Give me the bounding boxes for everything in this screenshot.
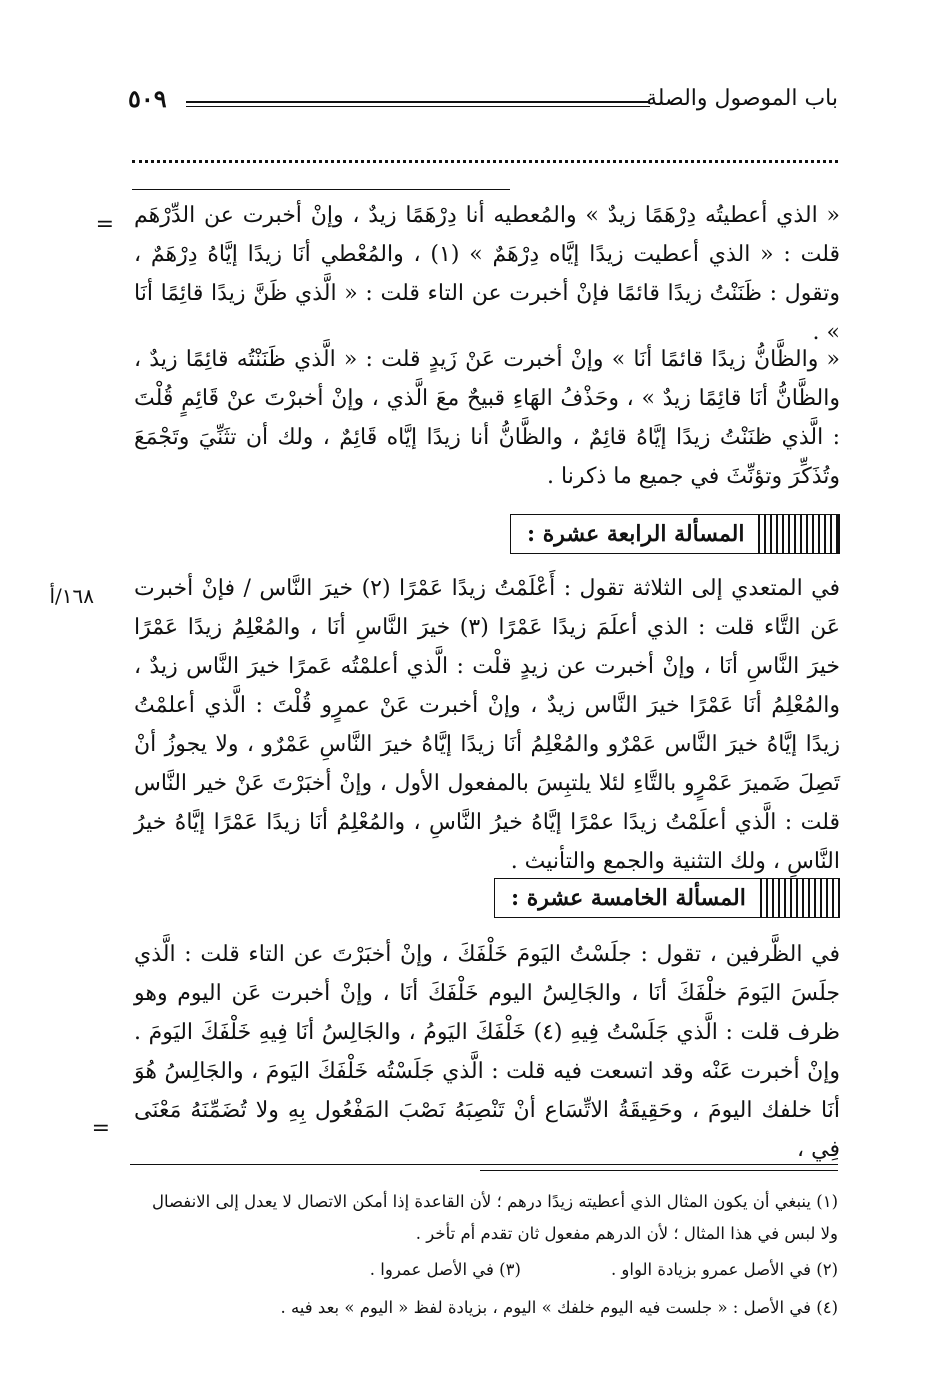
footnote-3: (٣) في الأصل عمروا . xyxy=(369,1260,521,1279)
footnote-rule xyxy=(130,1164,838,1165)
heading-ornament xyxy=(758,515,839,553)
footnote-4: (٤) في الأصل : « جلست فيه اليوم خلفك » اليوم ، بزيادة لفظ « اليوم » بعد فيه . xyxy=(280,1298,838,1317)
heading-ornament xyxy=(760,879,839,917)
separator-rule xyxy=(132,189,510,190)
paragraph-1: « الذي أعطيتُه دِرْهَمًا زيدٌ » والمُعطيه أنا دِرْهَمًا زيدٌ ، وإنْ أخبرت عن الدِّرْهَم قلت : « الذي أعطيت زيدًا إيَّاه دِرْهَمٌ » (١) ، والمُعْطي أنَا زيدًا إيَّاهُ دِرْهَمٌ ، وتقول : ظَنَنْتُ زيدًا قائمًا فإنْ أخبرت عن التاء قلت : « الَّذي ظَنَّ زيدًا قائِمًا أنَا » . xyxy=(134,203,840,345)
paragraph-3: في المتعدي إلى الثلاثة تقول : أَعْلَمْتُ زيدًا عَمْرًا (٢) خيرَ النَّاس / فإنْ أخبرت عَن التَّاء قلت : الذي أعلَمَ زيدًا عَمْرًا (٣) خيرَ النَّاسِ أنَا ، والمُعْلِمُ زيدًا عَمْرًا خيرَ النَّاسِ أنَا ، وإنْ أخبرت عن زيدٍ قلْت : الَّذي أعلمْتُه عَمرًا خيرَ النَّاس زيدٌ ، والمُعْلِمُ أنَا عَمْرًا خيرَ النَّاس زيدٌ ، وإنْ أخبرت عَنْ عمرٍو قُلْتَ : الَّذي أعلمْتُ زيدًا إيَّاهُ خيرَ النَّاس عَمْرٌو والمُعْلِمُ أنَا زيدًا إيَّاهُ خيرَ النَّاسِ عَمْرٌو ، ولا يجوزُ أنْ تَصِلَ ضَميرَ عَمْرٍو بالتَّاءِ لئلا يلتبِسَ بالمفعول الأول ، وإنْ أخبَرْتَ عَنْ خير النَّاس قلت : الَّذي أعلَمْتُ زيدًا عمْرًا إيَّاهُ خيرُ النَّاسِ ، والمُعْلِمُ أنَا زيدًا عَمْرًا إيَّاهُ خيرُ النَّاسِ ، ولك التثنية والجمع والتأنيث . xyxy=(134,576,840,874)
section-title-15: المسألة الخامسة عشرة : xyxy=(511,885,746,911)
header-rule xyxy=(186,101,650,107)
paragraph-2: « والظَّانُّ زيدًا قائمًا أنَا » وإنْ أخبرت عَنْ زَيدٍ قلت : « الَّذي ظَنَنْتُه قائِمًا زيدٌ ، والظَّانُّ أنَا قائِمًا زيدٌ » ، وحَذْفُ الهَاءِ قبيحٌ معَ الَّذي ، وإنْ أخبرْتَ عنْ قَائِمٍ قُلْتَ : الَّذي ظنَنْتُ زيدًا إيَّاهُ قائِمٌ ، والظَّانُّ أنا زيدًا إيَّاه قَائِمٌ ، ولك أن تثَنِّيَ وتَجْمَعَ وتُذَكِّرَ وتؤنِّثَ في جميع ما ذكرنا . xyxy=(134,347,840,489)
footnote-1-line-1: (١) ينبغي أن يكون المثال الذي أعطيته زيدًا درهم ؛ لأن القاعدة إذا أمكن الاتصال لا يعدل إلى الانفصال xyxy=(151,1192,838,1211)
continuation-mark: = xyxy=(95,212,114,237)
section-heading-14 xyxy=(510,514,840,554)
footnote-2: (٢) في الأصل عمرو بزيادة الواو . xyxy=(610,1260,838,1279)
footnote-row-2-3 xyxy=(132,1260,838,1279)
paragraph-4: في الظَّرفين ، تقول : جلَسْتُ اليَومَ خَلْفَكَ ، وإنْ أخبَرْتَ عن التاء قلت : الَّذي جلَسَ اليَومَ خلْفَكَ أنَا ، والجَالِسُ اليوم خَلْفَكَ أنَا ، وإنْ أخبرت عَن اليوم وهو ظرف قلت : الَّذي جَلَسْتُ فِيهِ (٤) خَلْفَكَ اليَومُ ، والجَالِسُ أنَا فِيهِ خَلْفَكَ اليَومَ . وإنْ أخبرت عَنْه وقد اتسعت فيه قلت : الَّذي جَلَسْتُه خَلْفَكَ اليَومَ ، والجَالِسُ هُوَ أنَا خلفك اليومَ ، وحَقِيقَةُ الاتِّسَاع أنْ تَنْصِبَهُ نَصْبَ المَفْعُول بِهِ ولا تُضَمِّنَهُ مَعْنَى فِي ، xyxy=(134,942,840,1162)
continuation-mark-end: = xyxy=(91,1116,110,1141)
running-header xyxy=(128,84,838,120)
dotted-separator xyxy=(132,160,838,177)
page-number: ٥٠٩ xyxy=(128,84,167,113)
footnote-rule-short xyxy=(480,1170,838,1171)
manuscript-folio-number: ١٦٨/أ xyxy=(49,584,94,608)
chapter-title: باب الموصول والصلة xyxy=(645,86,838,111)
section-title-14: المسألة الرابعة عشرة : xyxy=(527,521,745,547)
footnote-1-line-2: ولا لبس في هذا المثال ؛ لأن الدرهم مفعول ثان تقدم أم تأخر . xyxy=(415,1224,838,1243)
section-heading-15 xyxy=(494,878,840,918)
